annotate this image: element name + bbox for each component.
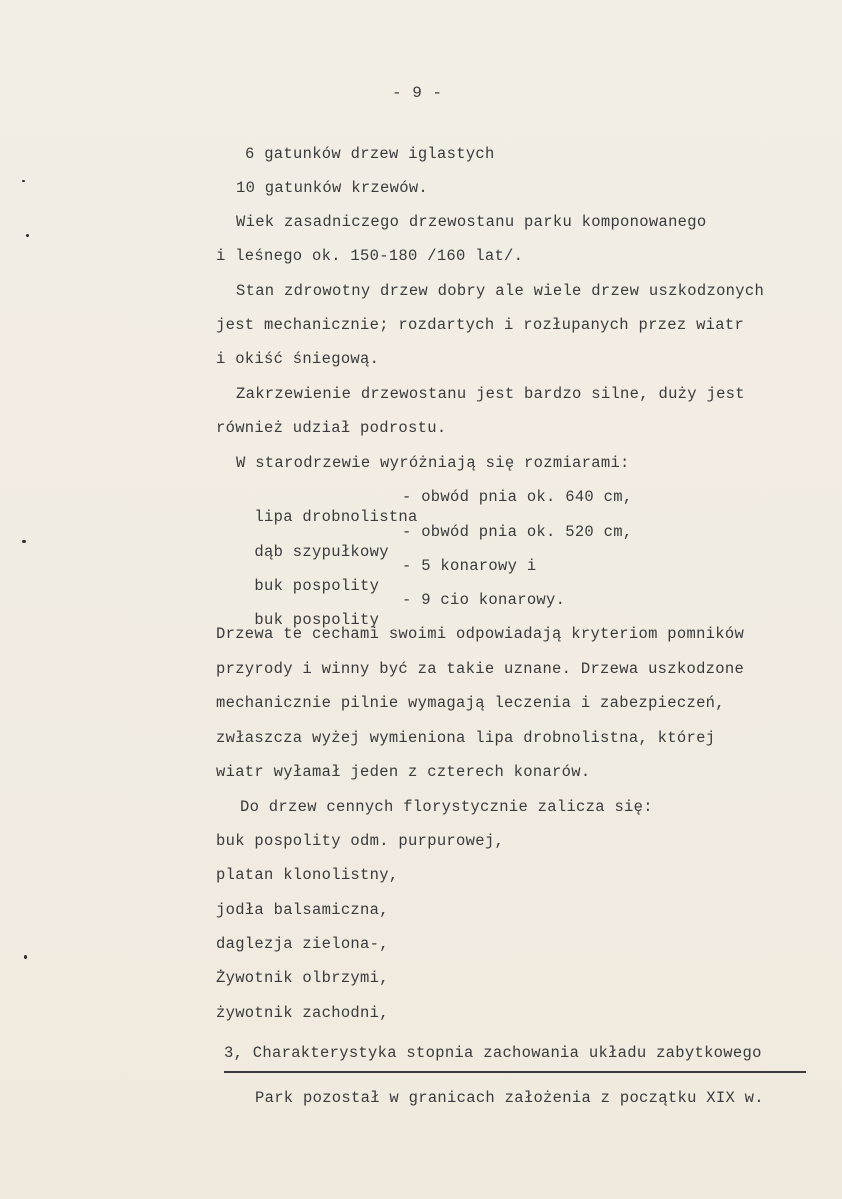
text-line: wiatr wyłamał jeden z czterech konarów. bbox=[216, 763, 591, 781]
text-line: również udział podrostu. bbox=[216, 419, 447, 437]
tree-description: - obwód pnia ok. 640 cm, bbox=[402, 488, 633, 506]
text-line: i okiść śniegową. bbox=[216, 350, 380, 368]
text-line: Drzewa te cechami swoimi odpowiadają kryteriom pomników bbox=[216, 625, 745, 643]
page-number: - 9 - bbox=[392, 84, 443, 102]
text-line: buk pospolity odm. purpurowej, bbox=[216, 832, 505, 850]
text-line: W starodrzewie wyróżniają się rozmiarami: bbox=[236, 454, 630, 472]
margin-speck bbox=[22, 180, 25, 182]
text-line: i leśnego ok. 150-180 /160 lat/. bbox=[216, 247, 524, 265]
tree-name: buk pospolity bbox=[254, 611, 380, 629]
text-line: Park pozostał w granicach założenia z początku XIX w. bbox=[255, 1089, 764, 1107]
tree-name: buk pospolity bbox=[254, 577, 380, 595]
text-line: platan klonolistny, bbox=[216, 866, 399, 884]
text-line: 6 gatunków drzew iglastych bbox=[245, 145, 495, 163]
tree-description: - obwód pnia ok. 520 cm, bbox=[402, 523, 633, 541]
margin-speck bbox=[24, 955, 27, 959]
text-line: przyrody i winny być za takie uznane. Drzewa uszkodzone bbox=[216, 660, 745, 678]
text-line: mechanicznie pilnie wymagają leczenia i zabezpieczeń, bbox=[216, 694, 725, 712]
heading-underline bbox=[224, 1071, 806, 1073]
margin-speck bbox=[26, 234, 29, 237]
text-line: Wiek zasadniczego drzewostanu parku komponowanego bbox=[236, 213, 707, 231]
text-line: daglezja zielona-, bbox=[216, 935, 389, 953]
text-line: Zakrzewienie drzewostanu jest bardzo silne, duży jest bbox=[236, 385, 745, 403]
text-line: Stan zdrowotny drzew dobry ale wiele drzew uszkodzonych bbox=[236, 282, 765, 300]
text-line: żywotnik zachodni, bbox=[216, 1004, 389, 1022]
text-line: Żywotnik olbrzymi, bbox=[216, 969, 389, 987]
tree-description: - 5 konarowy i bbox=[402, 557, 537, 575]
tree-description: - 9 cio konarowy. bbox=[402, 591, 566, 609]
text-line: jest mechanicznie; rozdartych i rozłupanych przez wiatr bbox=[216, 316, 745, 334]
text-line: Do drzew cennych florystycznie zalicza się: bbox=[240, 798, 653, 816]
tree-name: dąb szypułkowy bbox=[254, 543, 389, 561]
tree-name: lipa drobnolistna bbox=[254, 508, 418, 526]
text-line: zwłaszcza wyżej wymieniona lipa drobnolistna, której bbox=[216, 729, 716, 747]
text-line: 10 gatunków krzewów. bbox=[236, 179, 429, 197]
text-line: jodła balsamiczna, bbox=[216, 901, 389, 919]
section-heading: 3, Charakterystyka stopnia zachowania układu zabytkowego bbox=[224, 1044, 762, 1062]
margin-speck bbox=[22, 540, 26, 543]
